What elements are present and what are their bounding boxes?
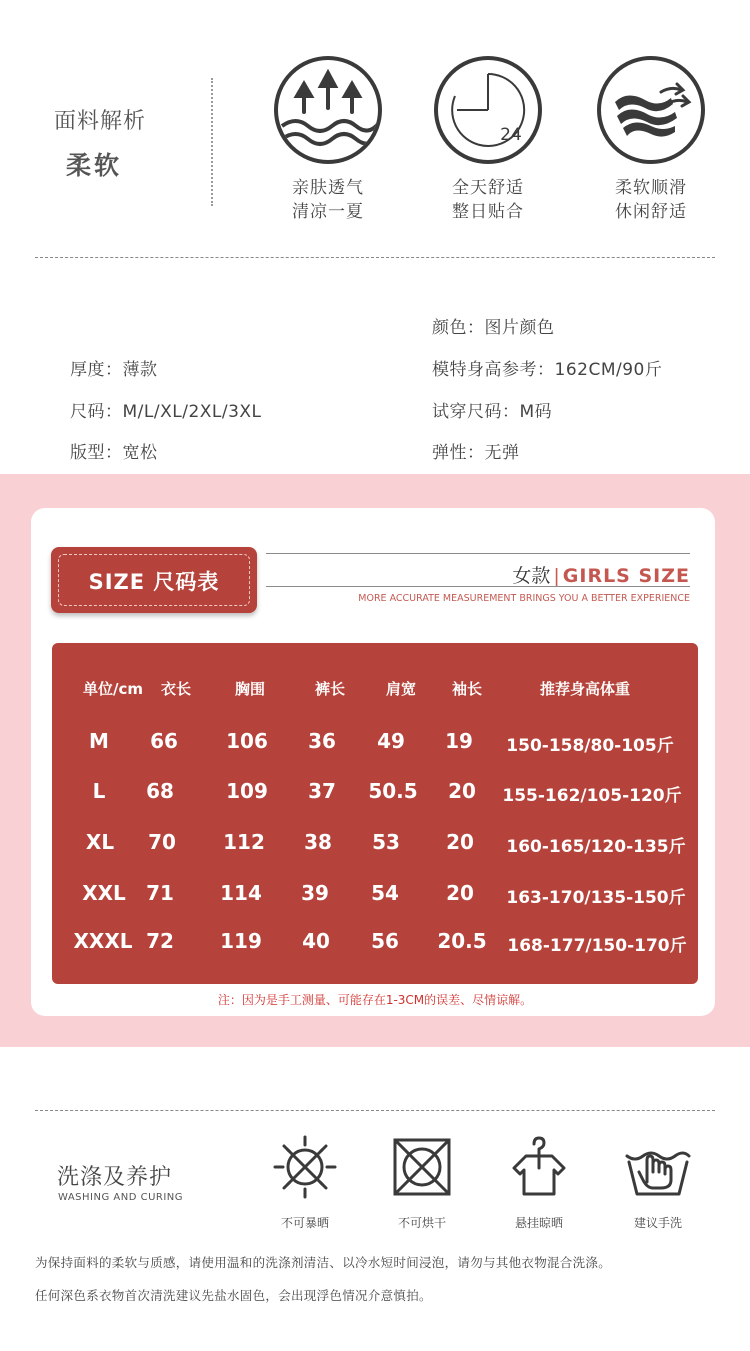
table-cell: 114	[220, 881, 262, 905]
girls-size-heading: 女款 | GIRLS SIZE	[512, 565, 690, 587]
table-cell: 50.5	[368, 779, 418, 803]
smooth-flow-icon	[597, 56, 705, 164]
care-no-tumble-dry: 不可烘干	[372, 1134, 472, 1231]
table-cell: 160-165/120-135斤	[506, 837, 686, 857]
header-rule-bottom	[266, 586, 690, 587]
table-cell: 20.5	[437, 929, 487, 953]
table-header: 袖长	[451, 680, 483, 698]
size-chart-badge: SIZE 尺码表	[51, 547, 257, 613]
table-cell: 150-158/80-105斤	[506, 736, 674, 756]
spec-color: 颜色：图片颜色	[432, 318, 555, 338]
table-header: 肩宽	[385, 680, 417, 698]
measurement-note: 注：因为是手工测量、可能存在1-3CM的误差、尽情谅解。	[217, 993, 533, 1007]
care-title: 洗涤及养护	[57, 1165, 173, 1190]
table-cell: XXL	[82, 881, 126, 905]
table-cell: 40	[302, 929, 330, 953]
table-header: 衣长	[160, 680, 192, 698]
table-cell: XL	[85, 830, 115, 854]
table-cell: 54	[371, 881, 399, 905]
fabric-section	[0, 0, 750, 262]
table-cell: XXXL	[73, 929, 133, 953]
spec-sizes: 尺码：M/L/XL/2XL/3XL	[70, 402, 262, 422]
breathable-icon	[274, 56, 382, 164]
table-cell: 119	[220, 929, 262, 953]
table-cell: 68	[146, 779, 174, 803]
table-cell: 66	[150, 729, 178, 753]
table-cell: 20	[446, 830, 474, 854]
spec-elasticity: 弹性：无弹	[432, 443, 520, 463]
feature-smooth	[576, 56, 726, 224]
table-header: 胸围	[234, 680, 266, 698]
header-rule-top	[266, 553, 690, 554]
table-cell: 39	[301, 881, 329, 905]
table-cell: 70	[148, 830, 176, 854]
table-cell: 38	[304, 830, 332, 854]
no-tumble-dry-icon	[389, 1134, 455, 1200]
feature-label: 亲肤透气 清凉一夏	[292, 178, 364, 222]
table-cell: 49	[377, 729, 405, 753]
feature-breathable	[253, 56, 403, 224]
feature-label: 全天舒适 整日贴合	[452, 178, 524, 222]
hand-wash-icon	[623, 1134, 693, 1200]
spec-thickness: 厚度：薄款	[70, 360, 158, 380]
spec-fit: 版型：宽松	[70, 443, 158, 463]
care-instructions-1: 为保持面料的柔软与质感，请使用温和的洗涤剂清洁、以冷水短时间浸泡，请勿与其他衣物混合洗涤。	[35, 1255, 612, 1270]
dashed-divider	[35, 1110, 715, 1111]
accuracy-tagline: MORE ACCURATE MEASUREMENT BRINGS YOU A BETTER EXPERIENCE	[358, 593, 690, 604]
care-no-sun: 不可暴晒	[255, 1134, 355, 1231]
fabric-value: 柔软	[66, 151, 123, 180]
table-cell: 112	[223, 830, 265, 854]
no-sun-icon	[272, 1134, 338, 1200]
table-cell: 19	[445, 729, 473, 753]
vertical-divider	[211, 78, 213, 206]
feature-label: 柔软顺滑 休闲舒适	[615, 178, 687, 222]
care-instructions-2: 任何深色系衣物首次清洗建议先盐水固色，会出现浮色情况介意慎拍。	[35, 1288, 432, 1303]
table-header: 单位/cm	[82, 680, 144, 698]
table-cell: 109	[226, 779, 268, 803]
table-cell: 20	[448, 779, 476, 803]
table-cell: 71	[146, 881, 174, 905]
table-cell: 168-177/150-170斤	[507, 936, 687, 956]
care-hang-dry: 悬挂晾晒	[489, 1134, 589, 1231]
table-header: 裤长	[314, 680, 346, 698]
table-cell: 163-170/135-150斤	[506, 888, 686, 908]
spec-model-height: 模特身高参考：162CM/90斤	[432, 360, 663, 380]
hang-dry-icon	[506, 1134, 572, 1200]
table-cell: 20	[446, 881, 474, 905]
table-cell: 56	[371, 929, 399, 953]
table-cell: 72	[146, 929, 174, 953]
table-cell: 155-162/105-120斤	[502, 786, 682, 806]
spec-trial-size: 试穿尺码：M码	[432, 402, 553, 422]
clock-24-icon	[434, 56, 542, 164]
table-cell: 37	[308, 779, 336, 803]
size-table	[52, 643, 698, 984]
table-cell: L	[92, 779, 106, 803]
feature-all-day	[413, 56, 563, 224]
table-cell: 106	[226, 729, 268, 753]
fabric-title: 面料解析	[54, 109, 147, 134]
dashed-divider	[35, 257, 715, 258]
table-header: 推荐身高体重	[539, 680, 631, 698]
table-cell: 36	[308, 729, 336, 753]
care-subtitle: WASHING AND CURING	[58, 1192, 184, 1203]
care-hand-wash: 建议手洗	[608, 1134, 708, 1231]
table-cell: M	[89, 729, 109, 753]
clock-24-text: 24	[500, 125, 522, 145]
table-cell: 53	[372, 830, 400, 854]
